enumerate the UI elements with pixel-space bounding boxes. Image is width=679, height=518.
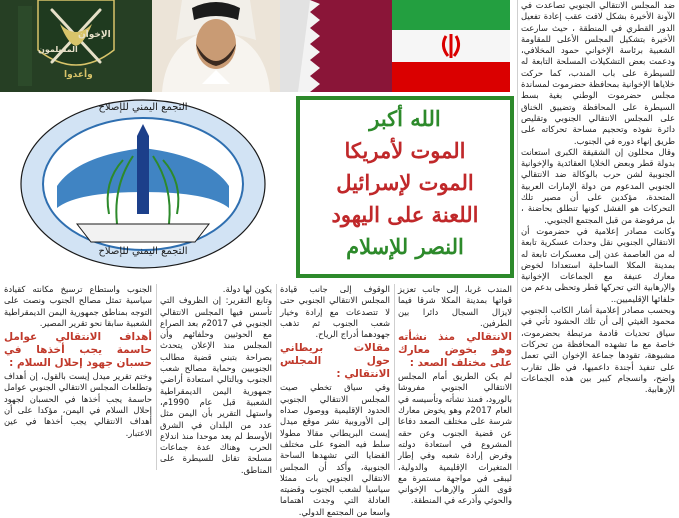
section-heading: الانتقالي منذ نشأته وهو بخوض معارك على مختلف الصعد : xyxy=(398,331,512,370)
islah-ring-text-top: التجمع اليمني للإصلاح xyxy=(98,102,188,113)
paragraph: وتابع التقرير: إن الظروف التي تأسس فيها المجلس الانتقالي الجنوبي في 2017م بعد الصراع مع الحوثيين وحلفائهم وأن المجلس منذ الإعلان يتحدث بصراحة بتبني قضية مطالب الجنوبيين وحماية مصالح شعب الجنوب وبالتالي استعادة أراضي جمهورية اليمن الديمقراطية الشعبية قبل عام 1990م، واستهل التقرير بأن اليمن مثل عدد من البلدان في الشرق الأوسط لم يعد موحدا منذ اندلاع الحرب وهناك عدة جماعات مسلحة تقاتل للسيطرة على المناطق. xyxy=(160,295,272,475)
leader-portrait-photo xyxy=(152,0,280,92)
paragraph: وفي سياق تخطي صيت المجلس الانتقالي الجنوبي الحدود الإقليمية ووصول صداه إلى الأوروبية نشر موقع ميدل إيست البريطاني مقالا مطولا سلط فيه الضوء على مختلف القضايا التي تشهدها الساحة الجنوبية، وأكد أن المجلس الانتقالي الجنوبي بات ممثلا سياسيا لشعب الجنوب وقضيته العادلة التي وجدت اهتماما واسعا من المجتمع الدولي. xyxy=(280,382,390,517)
section-heading: أهداف الانتقالي عوامل حاسمة يجب أخذها في حسبان جهود إحلال السلام : xyxy=(4,331,152,370)
paragraph: وختم تقرير ميدل إيست بالقول، إن أهداف وتطلعات المجلس الانتقالي الجنوبي عوامل حاسمة يجب أخذها في الحسبان لجهود إحلال السلام في اليمن، مؤكدا على أن أهداف الانتقالي يجب أخذها في عين الاعتبار. xyxy=(4,371,152,438)
paragraph: وبحسب مصادر إعلامية أشار الكاتب الجنوبي محمود الغيثي إلى أن تلك الحشود تأتي في سياق تحديات قادمة مرتبطة بحضرموت، خاصة مع ما تشهده المحافظة من تحركات مشبوهة، تقودها جماعة الإخوان التي تعمل على تنفيذ أجندة داعميها، في ظل تقارب واضح، وانسجام كبير بين هذه الجماعات الإرهابية. xyxy=(521,305,675,395)
paragraph: يكون لها دولة. xyxy=(222,284,272,294)
slogan-line-4: اللعنة على اليهود xyxy=(331,202,479,227)
slogan-line-2: الموت لأمريكا xyxy=(344,138,466,163)
mb-logo-text-bottom: وأعدوا xyxy=(64,70,93,80)
mb-logo-text-top: الإخوان xyxy=(78,30,111,40)
islah-party-emblem xyxy=(17,96,269,272)
paragraph: الجنوب واستطاع ترسيخ مكانته كقيادة سياسية تمثل مصالح الجنوب ونصت على التوجه بمناطق جمهورية اليمن الديمقراطية الشعبية سابقا نحو تقرير المصير. xyxy=(4,284,152,328)
column-divider xyxy=(276,284,277,470)
article-column-far-left xyxy=(4,284,152,470)
slogan-line-1: الله أكبر xyxy=(369,106,441,131)
iran-flag xyxy=(392,0,510,92)
qatar-flag xyxy=(280,0,392,92)
paragraph: وقال محللون إن الشقيقة الكبرى استعانت بدولة قطر وبعض الخلايا العقائدية والإخوانية الجنوبية لشن حرب بالوكالة ضد الانتقالي الجنوبي المدعوم من دولة الإمارات العربية المتحدة، مؤكدين على أن مصير تلك التحركات هو الفشل كونها تنطلق بحاضنة ، بل مرفوضة من قبل المجتمع الجنوبي. xyxy=(521,146,675,225)
muslim-brotherhood-photo xyxy=(0,0,152,92)
paragraph: المندب غربا، إلى جانب تعزيز قواتها بمدينة المكلا شرقا فيما لايزال السجال دائرا بين الطرفين. xyxy=(398,284,512,328)
section-heading: مقالات بريطاني حول المجلس الانتقالي : xyxy=(280,342,390,381)
slogan-line-3: الموت لإسرائيل xyxy=(336,170,474,195)
column-divider xyxy=(156,284,157,470)
mb-logo-text-side: المسلمون xyxy=(38,45,78,54)
article-column-mid-right xyxy=(398,284,512,506)
portrait-image xyxy=(152,0,280,92)
article-column-left xyxy=(160,284,272,475)
paragraph: الوقوف إلى جانب قيادة المجلس الانتقالي الجنوبي حتى لا تتصدعات مع إرادة وخيار شعب الجنوب ثم تذهب جهودهما أدراج الرياح. xyxy=(280,284,390,340)
slogan-line-5: النصر للإسلام xyxy=(346,234,464,259)
column-divider xyxy=(517,0,518,470)
houthi-slogan-banner xyxy=(296,96,514,278)
article-column-mid-left xyxy=(280,284,390,517)
paragraph: ضد المجلس الانتقالي الجنوبي تصاعدت في الآونة الأخيرة بشكل لافت عقب إعادة تفعيل الدور القطري في المنطقة ، حيث سارعت الأخيرة بتشكيل المجلس الأعلى للمقاومة الشعبية برئاسة الإخواني حمود المخلافي، ودعمت بعض التشكيلات المسلحة التابعة له للسيطرة على باب المندب، كما حركت خلاياها الإخوانية بمحافظة حضرموت لمساندة مجلس حضرموت الوطني بغية بسط السيطرة على المحافظة وتضييق الخناق على المجلس الانتقالي الجنوبي وتقليص دائرة نفوذه وتحجيم مساحة تحركاته على طريق إنهاء دوره في الجنوب. xyxy=(521,0,675,146)
article-column-right xyxy=(521,0,675,470)
column-divider xyxy=(394,284,395,470)
paragraph: وكانت مصادر إعلامية في حضرموت أن الانتقالي الجنوبي نقل وحدات عسكرية تابعة له من العاصمة عدن إلى معسكرات تابعة له بمدينة المكلا الساحلية استعدادا لخوض معارك عنيفة مع الجماعات الإخوانية والإرهابية التي تحركها قطر وتحظى بدعم من حلفائها الإقليميين.. xyxy=(521,225,675,304)
paragraph: لم يكن الطريق أمام المجلس الانتقالي الجنوبي مفروشا بالورود، فمنذ نشأته وتأسيسه في العام 2017م وهو يخوض معارك شرسة على مختلف الصعد دفاعا عن قضية الجنوب وعن حقه المشروع في استعادة دولته وفرض إرادة شعبه وفي إطار المتغيرات الإقليمية والدولية، ليبقى في مواجهة مستمرة مع قوى الشر والإرهاب الإخواني والحوثي وأذرعه في المنطقة. xyxy=(398,371,512,506)
iran-flag-photo xyxy=(392,0,510,92)
islah-ring-text-bottom: التجمع اليمني للإصلاح xyxy=(98,246,188,257)
qatar-flag-photo xyxy=(280,0,392,92)
